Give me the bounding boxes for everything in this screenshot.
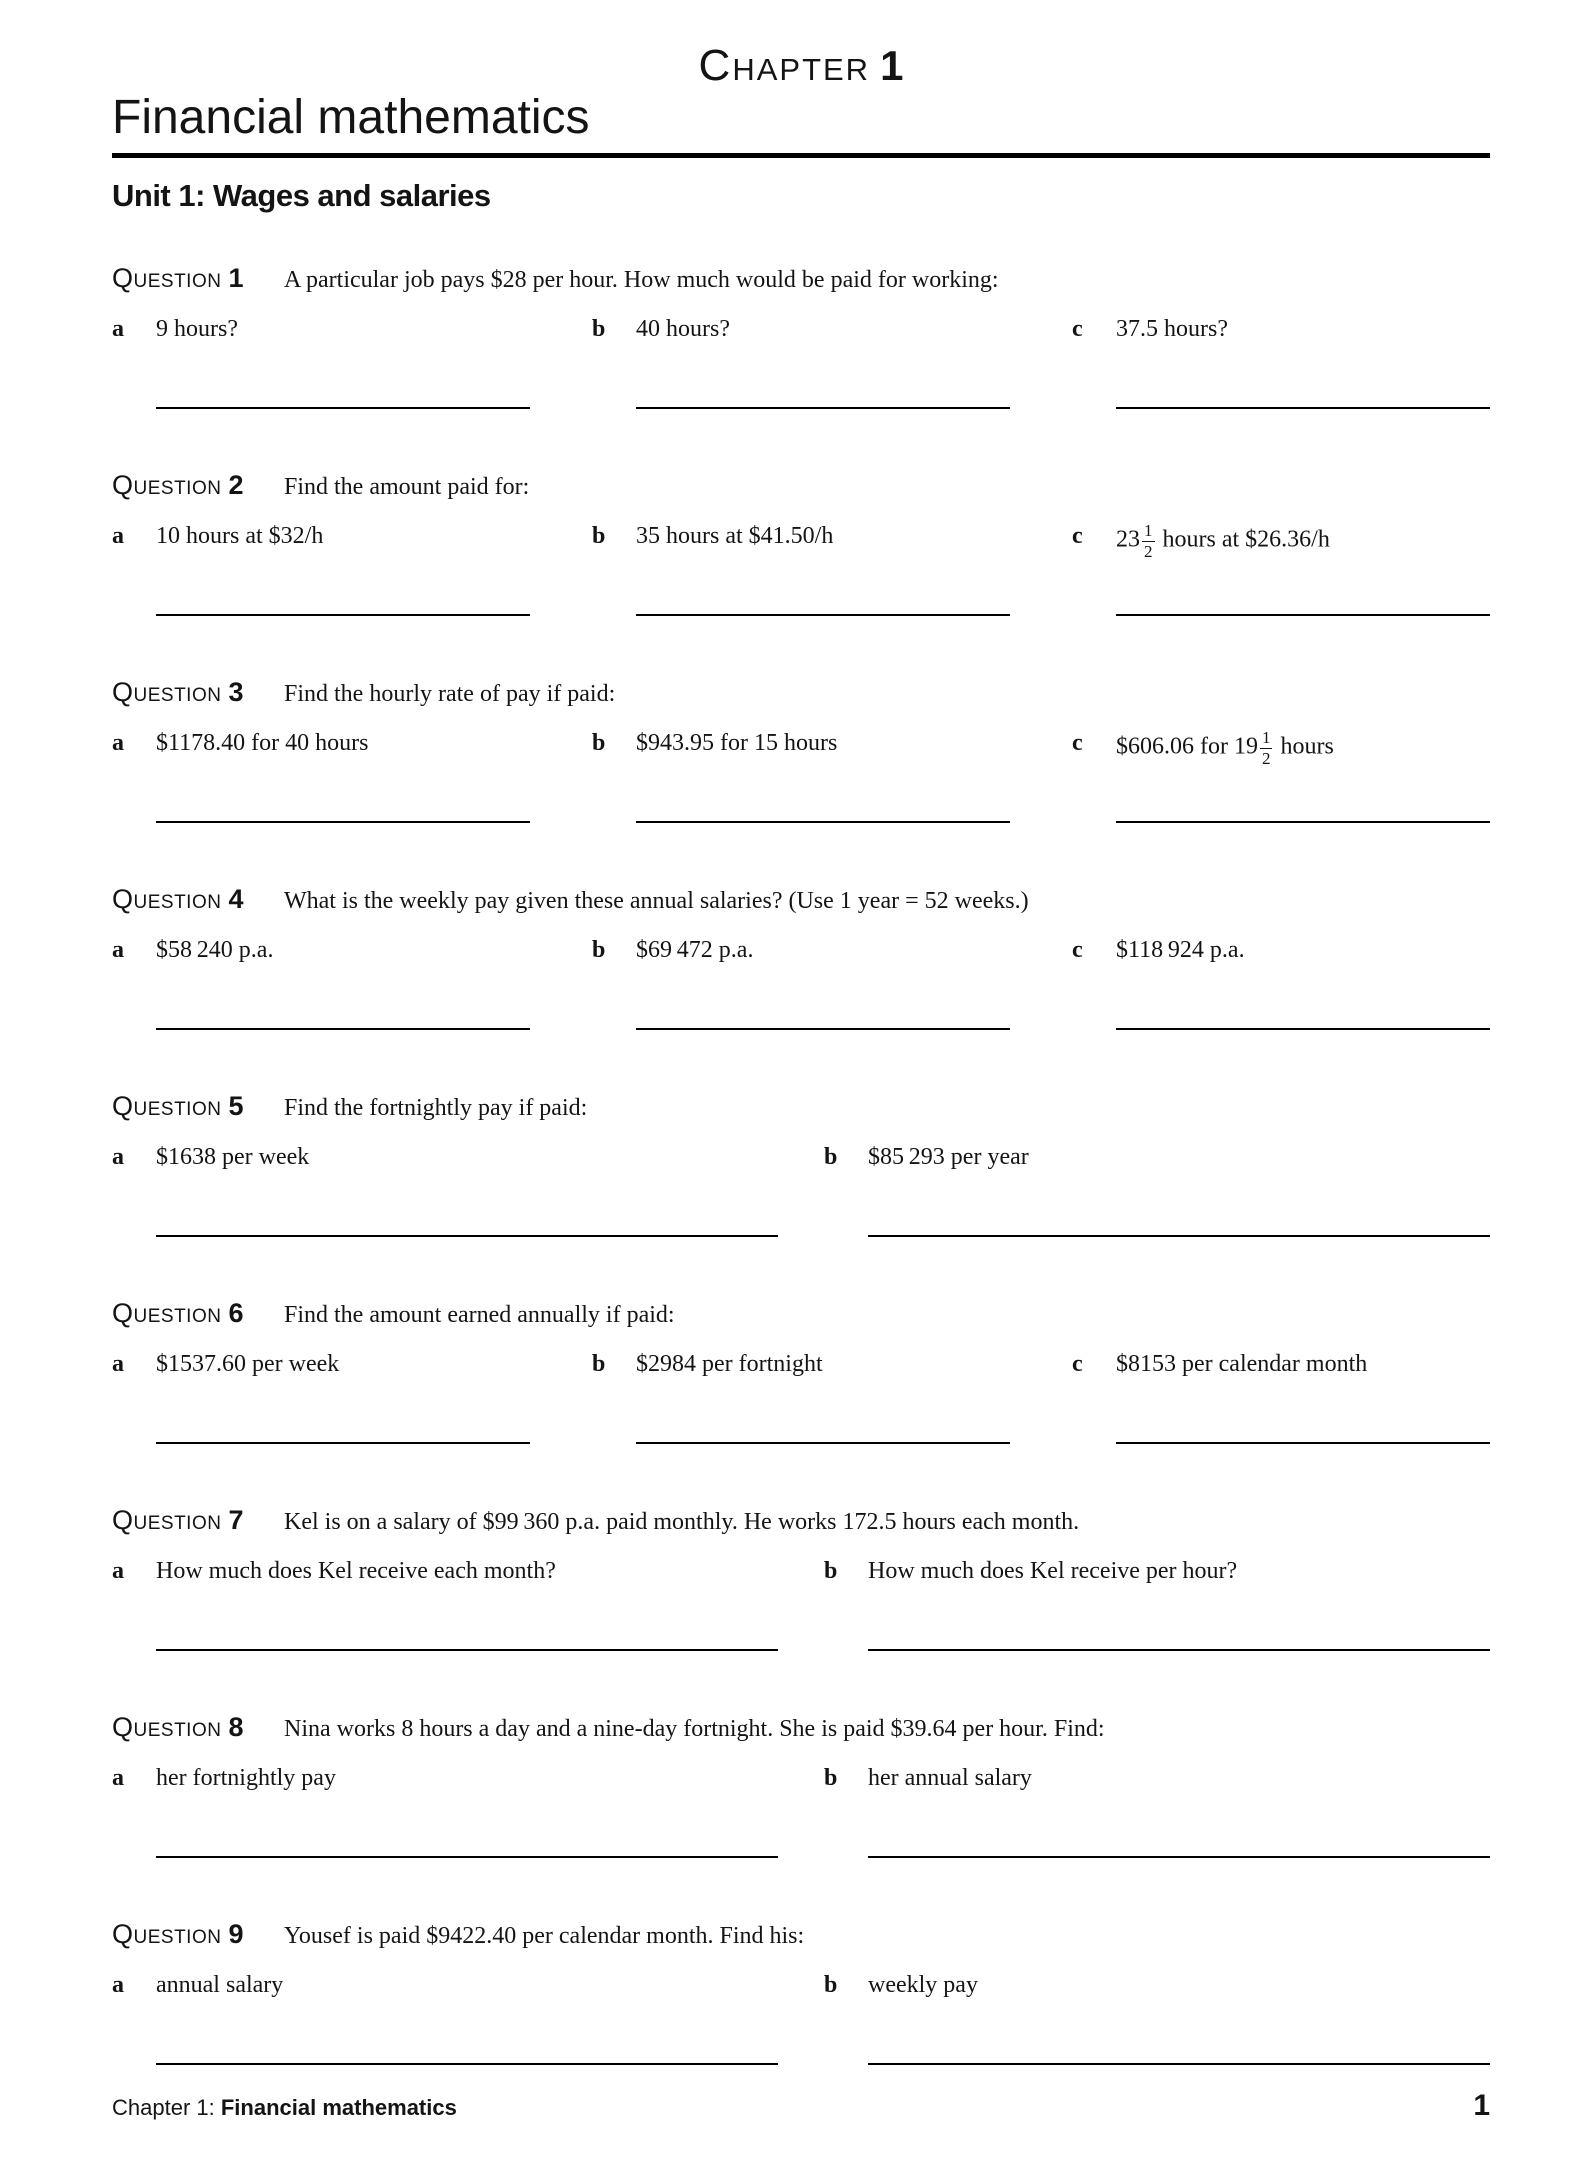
part-text: her fortnightly pay (156, 1765, 336, 1792)
part-letter: b (592, 730, 606, 757)
question-parts (112, 1557, 1490, 1651)
question-3 (112, 676, 1490, 823)
part-letter: a (112, 1144, 124, 1171)
part-head (824, 1764, 1490, 1793)
question-number: 2 (228, 470, 244, 501)
question-1 (112, 262, 1490, 409)
question-parts (112, 1143, 1490, 1237)
question-header (112, 1090, 1490, 1127)
question-prompt: Find the amount earned annually if paid: (284, 1302, 675, 1329)
question-part (592, 729, 1010, 823)
fraction (1260, 729, 1273, 767)
question-part (112, 1971, 778, 2065)
footer-chapter-title: Financial mathematics (220, 2095, 457, 2120)
answer-line (156, 1235, 778, 1237)
fraction-numerator: 1 (1261, 728, 1271, 748)
part-head (592, 936, 1010, 965)
fraction (1142, 522, 1155, 560)
question-number: 9 (228, 1919, 244, 1950)
part-letter: c (1072, 937, 1083, 964)
question-prompt: Kel is on a salary of $99 360 p.a. paid monthly. He works 172.5 hours each month. (284, 1509, 1080, 1536)
part-text: $1638 per week (156, 1144, 310, 1171)
header-rule (112, 153, 1490, 158)
question-header (112, 469, 1490, 506)
question-part (824, 1143, 1490, 1237)
question-part (592, 522, 1010, 616)
footer-chapter-ref (112, 2095, 457, 2121)
question-prompt: Find the fortnightly pay if paid: (284, 1095, 588, 1122)
part-text (1116, 729, 1334, 767)
question-label (112, 676, 284, 713)
answer-line (868, 1649, 1490, 1651)
question-header (112, 262, 1490, 299)
question-parts (112, 315, 1490, 409)
part-text: weekly pay (868, 1972, 978, 1999)
question-part (112, 1764, 778, 1858)
part-head (824, 1971, 1490, 2000)
part-head (592, 1350, 1010, 1379)
answer-line (156, 821, 530, 823)
part-letter: c (1072, 730, 1083, 757)
answer-line (156, 407, 530, 409)
question-5 (112, 1090, 1490, 1237)
part-head (112, 1143, 778, 1172)
part-letter: a (112, 730, 124, 757)
question-part (592, 315, 1010, 409)
part-letter: a (112, 316, 124, 343)
part-head (824, 1557, 1490, 1586)
part-letter: b (592, 937, 606, 964)
answer-line (1116, 1442, 1490, 1444)
question-label (112, 1711, 284, 1748)
question-part (824, 1557, 1490, 1651)
answer-line (156, 1649, 778, 1651)
answer-line (156, 614, 530, 616)
question-number: 4 (228, 884, 244, 915)
question-prompt: A particular job pays $28 per hour. How much would be paid for working: (284, 267, 999, 294)
question-number: 8 (228, 1712, 244, 1743)
answer-line (156, 1442, 530, 1444)
part-text: How much does Kel receive per hour? (868, 1558, 1238, 1585)
question-header (112, 1918, 1490, 1955)
part-text: 40 hours? (636, 316, 730, 343)
part-head (1072, 729, 1490, 767)
part-text: $1537.60 per week (156, 1351, 340, 1378)
part-text: 37.5 hours? (1116, 316, 1228, 343)
part-text: 35 hours at $41.50/h (636, 523, 834, 550)
question-header (112, 1297, 1490, 1334)
question-prompt: Find the hourly rate of pay if paid: (284, 681, 616, 708)
question-parts (112, 729, 1490, 823)
part-text: $58 240 p.a. (156, 937, 274, 964)
question-label (112, 1918, 284, 1955)
part-head (112, 315, 530, 344)
part-text: $85 293 per year (868, 1144, 1029, 1171)
answer-line (1116, 407, 1490, 409)
question-part (592, 1350, 1010, 1444)
chapter-number: 1 (880, 42, 904, 89)
fraction-denominator: 2 (1261, 749, 1271, 769)
question-word: Question (112, 884, 222, 915)
part-head (1072, 522, 1490, 560)
part-text-post: hours (1274, 733, 1334, 760)
question-word: Question (112, 263, 222, 294)
part-text: $118 924 p.a. (1116, 937, 1245, 964)
part-letter: a (112, 1765, 124, 1792)
question-header (112, 1504, 1490, 1541)
part-letter: b (592, 523, 606, 550)
question-8 (112, 1711, 1490, 1858)
question-part (824, 1764, 1490, 1858)
question-label (112, 883, 284, 920)
question-prompt: Find the amount paid for: (284, 474, 530, 501)
answer-line (636, 821, 1010, 823)
part-text-post: hours at $26.36/h (1156, 526, 1330, 553)
question-header (112, 883, 1490, 920)
page-number: 1 (1473, 2089, 1490, 2122)
question-part (1072, 729, 1490, 823)
part-letter: b (824, 1558, 838, 1585)
chapter-heading (112, 42, 1490, 90)
question-label (112, 1504, 284, 1541)
part-text: annual salary (156, 1972, 284, 1999)
question-prompt: Nina works 8 hours a day and a nine-day fortnight. She is paid $39.64 per hour. Find: (284, 1716, 1105, 1743)
part-text: How much does Kel receive each month? (156, 1558, 556, 1585)
question-prompt: What is the weekly pay given these annual salaries? (Use 1 year = 52 weeks.) (284, 888, 1029, 915)
part-text: her annual salary (868, 1765, 1032, 1792)
question-number: 7 (228, 1505, 244, 1536)
question-label (112, 262, 284, 299)
part-head (1072, 1350, 1490, 1379)
question-number: 1 (228, 263, 244, 294)
part-head (592, 522, 1010, 551)
questions-list (112, 262, 1490, 2065)
part-letter: b (824, 1972, 838, 1999)
question-word: Question (112, 1919, 222, 1950)
question-part (824, 1971, 1490, 2065)
answer-line (868, 1235, 1490, 1237)
question-9 (112, 1918, 1490, 2065)
part-text: 10 hours at $32/h (156, 523, 324, 550)
part-letter: a (112, 1972, 124, 1999)
question-word: Question (112, 1712, 222, 1743)
answer-line (636, 614, 1010, 616)
part-head (824, 1143, 1490, 1172)
question-part (1072, 1350, 1490, 1444)
question-part (112, 522, 530, 616)
question-header (112, 1711, 1490, 1748)
question-word: Question (112, 470, 222, 501)
question-part (112, 1557, 778, 1651)
part-head (592, 729, 1010, 758)
part-text-pre: $606.06 for 19 (1116, 733, 1258, 760)
answer-line (1116, 614, 1490, 616)
part-letter: b (592, 1351, 606, 1378)
question-part (592, 936, 1010, 1030)
question-part (112, 1143, 778, 1237)
part-head (1072, 315, 1490, 344)
part-text (1116, 522, 1330, 560)
part-head (112, 729, 530, 758)
answer-line (156, 2063, 778, 2065)
part-letter: b (824, 1144, 838, 1171)
part-head (112, 1971, 778, 2000)
part-letter: b (824, 1765, 838, 1792)
question-label (112, 1297, 284, 1334)
part-head (112, 1764, 778, 1793)
question-parts (112, 1350, 1490, 1444)
question-word: Question (112, 677, 222, 708)
page-title: Financial mathematics (112, 91, 590, 145)
question-label (112, 469, 284, 506)
answer-line (636, 407, 1010, 409)
part-letter: b (592, 316, 606, 343)
question-parts (112, 522, 1490, 616)
part-text-pre: 23 (1116, 526, 1140, 553)
answer-line (636, 1028, 1010, 1030)
part-head (1072, 936, 1490, 965)
answer-line (636, 1442, 1010, 1444)
question-part (112, 936, 530, 1030)
question-part (1072, 315, 1490, 409)
question-part (112, 1350, 530, 1444)
part-text: $1178.40 for 40 hours (156, 730, 369, 757)
part-letter: c (1072, 1351, 1083, 1378)
question-7 (112, 1504, 1490, 1651)
question-part (1072, 522, 1490, 616)
part-letter: a (112, 523, 124, 550)
chapter-word: Chapter (698, 41, 871, 90)
question-part (1072, 936, 1490, 1030)
part-letter: a (112, 937, 124, 964)
question-label (112, 1090, 284, 1127)
question-word: Question (112, 1298, 222, 1329)
part-letter: c (1072, 523, 1083, 550)
part-head (112, 522, 530, 551)
question-word: Question (112, 1505, 222, 1536)
question-number: 6 (228, 1298, 244, 1329)
part-letter: a (112, 1351, 124, 1378)
unit-title: Unit 1: Wages and salaries (112, 178, 491, 214)
part-letter: c (1072, 316, 1083, 343)
part-head (112, 1557, 778, 1586)
page-footer (112, 2089, 1490, 2123)
question-parts (112, 936, 1490, 1030)
part-text: $8153 per calendar month (1116, 1351, 1368, 1378)
part-text: $69 472 p.a. (636, 937, 754, 964)
answer-line (156, 1856, 778, 1858)
question-parts (112, 1764, 1490, 1858)
question-number: 3 (228, 677, 244, 708)
part-head (112, 1350, 530, 1379)
question-part (112, 729, 530, 823)
question-6 (112, 1297, 1490, 1444)
part-text: 9 hours? (156, 316, 238, 343)
fraction-numerator: 1 (1144, 521, 1153, 541)
question-header (112, 676, 1490, 713)
answer-line (868, 2063, 1490, 2065)
part-text: $2984 per fortnight (636, 1351, 823, 1378)
answer-line (156, 1028, 530, 1030)
question-part (112, 315, 530, 409)
part-head (112, 936, 530, 965)
answer-line (1116, 1028, 1490, 1030)
question-4 (112, 883, 1490, 1030)
footer-chapter-prefix: Chapter 1: (112, 2095, 215, 2120)
part-text: $943.95 for 15 hours (636, 730, 838, 757)
question-prompt: Yousef is paid $9422.40 per calendar month. Find his: (284, 1923, 805, 1950)
answer-line (868, 1856, 1490, 1858)
question-word: Question (112, 1091, 222, 1122)
fraction-denominator: 2 (1144, 542, 1153, 562)
answer-line (1116, 821, 1490, 823)
part-head (592, 315, 1010, 344)
question-number: 5 (228, 1091, 244, 1122)
question-2 (112, 469, 1490, 616)
part-letter: a (112, 1558, 124, 1585)
question-parts (112, 1971, 1490, 2065)
